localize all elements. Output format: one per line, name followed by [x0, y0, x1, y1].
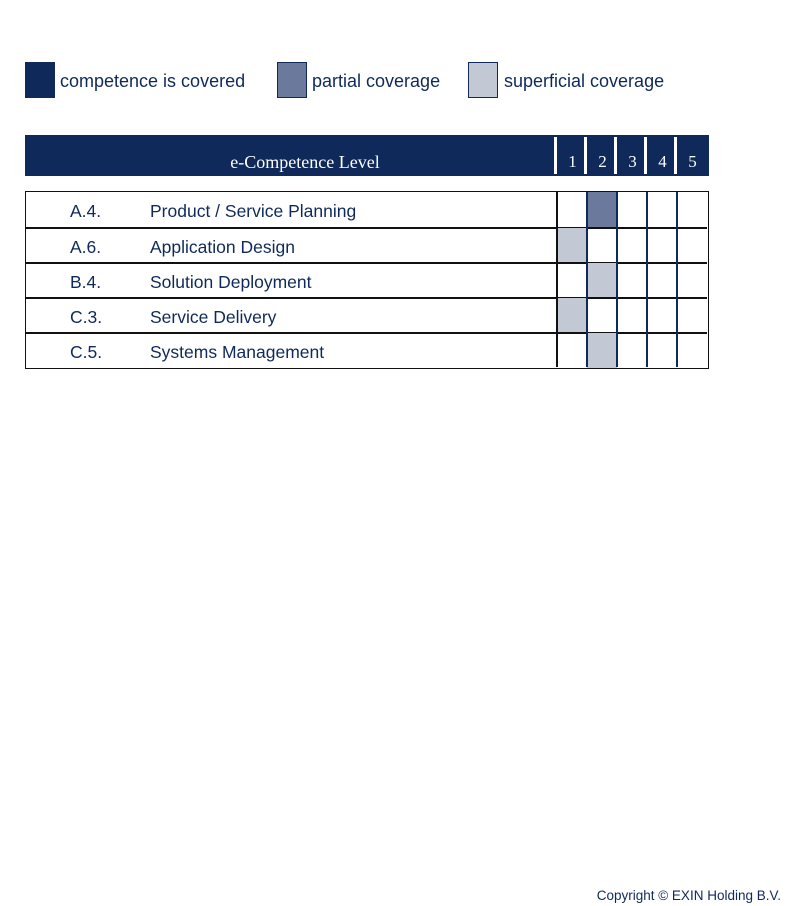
copyright-notice: Copyright © EXIN Holding B.V.: [596, 888, 781, 903]
level-cell: [677, 298, 707, 333]
level-cell: [617, 263, 647, 298]
level-cell: [647, 263, 677, 298]
level-cell: [557, 192, 587, 227]
column-divider: [586, 192, 588, 367]
table-row: [26, 228, 707, 263]
level-label-2: 2: [598, 152, 607, 171]
competence-table: [25, 191, 709, 369]
level-cell: [677, 333, 707, 368]
level-label-4: 4: [658, 152, 667, 171]
level-label-1: 1: [568, 152, 577, 171]
level-label-3: 3: [628, 152, 637, 171]
table-row: [26, 263, 707, 298]
level-cell: [587, 298, 617, 333]
level-cell: [617, 333, 647, 368]
level-cell: [617, 192, 647, 227]
level-cell: [617, 298, 647, 333]
column-divider: [646, 192, 648, 367]
level-separator: [554, 137, 557, 174]
table-row: [26, 192, 707, 227]
level-cell: [587, 263, 617, 298]
level-separator: [614, 137, 617, 174]
level-cell: [557, 298, 587, 333]
level-cell: [587, 333, 617, 368]
level-cell: [677, 263, 707, 298]
column-divider: [556, 192, 558, 367]
competence-code: C.5.: [70, 342, 103, 362]
competence-name: Service Delivery: [150, 307, 277, 327]
legend-swatch-covered: [25, 62, 55, 98]
level-cell: [587, 228, 617, 263]
legend-swatch-superficial: [468, 62, 498, 98]
legend-label-covered: competence is covered: [60, 71, 246, 91]
legend-label-partial: partial coverage: [312, 71, 441, 91]
competence-code: B.4.: [70, 272, 102, 292]
legend-label-superficial: superficial coverage: [504, 71, 665, 91]
level-cell: [677, 228, 707, 263]
level-cell: [677, 192, 707, 227]
level-cell: [647, 228, 677, 263]
level-separator: [644, 137, 647, 174]
competence-name: Systems Management: [150, 342, 325, 362]
competence-code: A.4.: [70, 201, 102, 221]
level-cell: [617, 228, 647, 263]
column-divider: [616, 192, 618, 367]
competence-level-header: [25, 135, 709, 176]
competence-name: Solution Deployment: [150, 272, 312, 292]
level-cell: [647, 298, 677, 333]
competence-name: Product / Service Planning: [150, 201, 357, 221]
competence-name: Application Design: [150, 237, 295, 257]
level-separator: [584, 137, 587, 174]
column-divider: [676, 192, 678, 367]
level-separator: [674, 137, 677, 174]
level-cell: [587, 192, 617, 227]
level-cell: [557, 228, 587, 263]
level-cell: [647, 333, 677, 368]
table-row: [26, 333, 707, 368]
competence-code: A.6.: [70, 237, 102, 257]
table-row: [26, 298, 707, 333]
legend-swatch-partial: [277, 62, 307, 98]
level-cell: [557, 263, 587, 298]
level-label-5: 5: [688, 152, 697, 171]
level-cell: [647, 192, 677, 227]
level-cell: [557, 333, 587, 368]
competence-code: C.3.: [70, 307, 103, 327]
header-title: e-Competence Level: [230, 152, 380, 172]
